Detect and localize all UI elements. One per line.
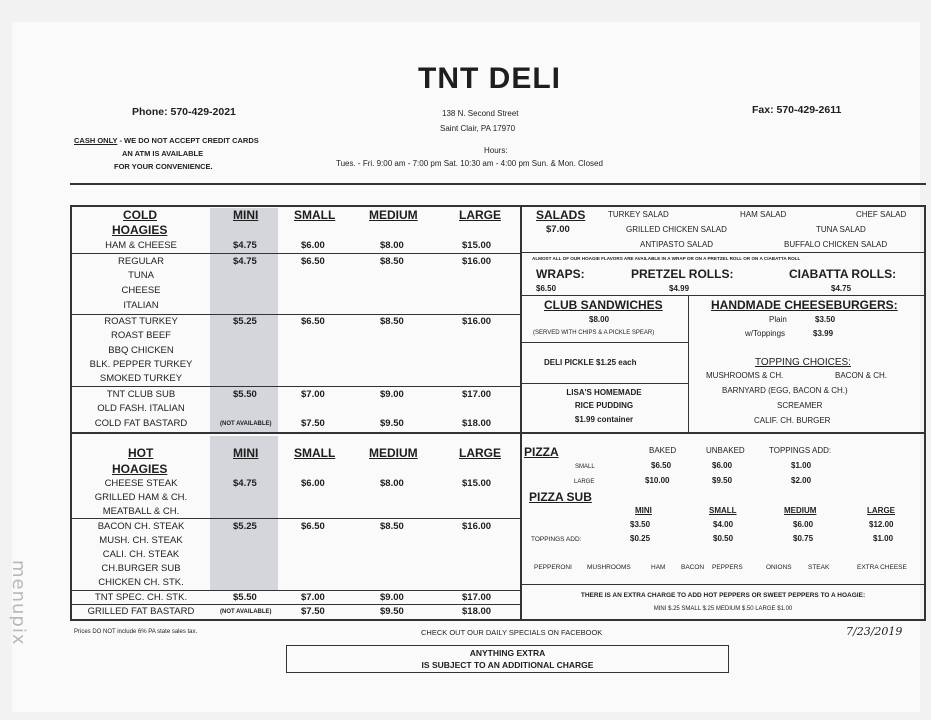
price: $1.00 bbox=[791, 461, 812, 470]
pizza-col-unbaked: UNBAKED bbox=[706, 446, 745, 455]
atm-notice-2: FOR YOUR CONVENIENCE. bbox=[114, 162, 213, 171]
pizza-sub-title: PIZZA SUB bbox=[529, 490, 592, 504]
watermark: menupix bbox=[8, 560, 29, 646]
menu-item: BACON CH. STEAK bbox=[97, 521, 185, 532]
price: $6.00 bbox=[793, 520, 814, 529]
price: $8.50 bbox=[380, 256, 404, 267]
pizza-topping: PEPPERS bbox=[712, 564, 743, 571]
price: $16.00 bbox=[462, 256, 492, 267]
grid-line bbox=[924, 205, 926, 620]
club-note: (SERVED WITH CHIPS & A PICKLE SPEAR) bbox=[533, 330, 655, 336]
pizza-title: PIZZA bbox=[524, 445, 559, 459]
price: $6.00 bbox=[301, 240, 325, 251]
cold-col-mini: MINI bbox=[233, 208, 259, 222]
pizza-col-toppings: TOPPINGS ADD: bbox=[769, 446, 832, 455]
grid-line bbox=[70, 604, 520, 605]
wraps-note: ALMOST ALL OF OUR HOAGIE FLAVORS ARE AVAILABLE IN A WRAP OR ON A PRETZEL ROLL OR ON A CIABATTA ROLL bbox=[532, 256, 801, 261]
price: $5.25 bbox=[233, 316, 257, 327]
menu-item: ITALIAN bbox=[123, 300, 159, 311]
menu-item: TNT CLUB SUB bbox=[106, 389, 176, 400]
grid-line bbox=[70, 314, 520, 315]
price: $6.00 bbox=[301, 478, 325, 489]
pudding-line-1: LISA'S HOMEMADE bbox=[566, 388, 642, 397]
burger-toppings: w/Toppings bbox=[745, 329, 786, 338]
price: $15.00 bbox=[462, 240, 492, 251]
not-available-label: (NOT AVAILABLE) bbox=[220, 609, 272, 615]
extra-box-line-2: IS SUBJECT TO AN ADDITIONAL CHARGE bbox=[421, 660, 594, 670]
grid-line bbox=[70, 386, 520, 387]
menu-item: MUSH. CH. STEAK bbox=[99, 535, 183, 546]
pizza-sub-col: MINI bbox=[635, 506, 652, 515]
hours-text: Tues. - Fri. 9:00 am - 7:00 pm Sat. 10:30 am - 4:00 pm Sun. & Mon. Closed bbox=[336, 159, 603, 168]
price: $7.00 bbox=[301, 592, 325, 603]
burger-plain-price: $3.50 bbox=[815, 315, 836, 324]
grid-line bbox=[520, 584, 926, 585]
cash-only-notice: CASH ONLY - WE DO NOT ACCEPT CREDIT CARDS bbox=[74, 136, 259, 145]
menu-item: BLK. PEPPER TURKEY bbox=[89, 359, 193, 370]
price: $17.00 bbox=[462, 592, 492, 603]
grid-line bbox=[520, 342, 688, 343]
header-divider bbox=[70, 183, 926, 185]
topping-choice: CALIF. CH. BURGER bbox=[754, 416, 831, 425]
price: $6.50 bbox=[301, 521, 325, 532]
pizza-sub-col: LARGE bbox=[867, 506, 895, 515]
pizza-topping: ONIONS bbox=[766, 564, 792, 571]
menu-item: BBQ CHICKEN bbox=[108, 345, 174, 356]
atm-notice-1: AN ATM IS AVAILABLE bbox=[122, 149, 204, 158]
price: $16.00 bbox=[462, 316, 492, 327]
menu-item: CHEESE STEAK bbox=[104, 478, 178, 489]
menu-item: CHICKEN CH. STK. bbox=[98, 577, 184, 588]
menu-item: CALI. CH. STEAK bbox=[102, 549, 180, 560]
price: $8.50 bbox=[380, 521, 404, 532]
pretzel-label: PRETZEL ROLLS: bbox=[631, 267, 734, 281]
extra-box-line-1: ANYTHING EXTRA bbox=[469, 648, 546, 658]
menu-item: GRILLED FAT BASTARD bbox=[87, 606, 195, 617]
hot-col-medium: MEDIUM bbox=[369, 446, 418, 460]
ciabatta-label: CIABATTA ROLLS: bbox=[789, 267, 897, 281]
address-line-2: Saint Clair, PA 17970 bbox=[440, 124, 516, 133]
cold-col-small: SMALL bbox=[294, 208, 336, 222]
salad-item: TURKEY SALAD bbox=[608, 210, 669, 219]
handwritten-date: 7/23/2019 bbox=[846, 625, 903, 638]
price: $0.25 bbox=[630, 534, 651, 543]
price: $7.50 bbox=[301, 606, 325, 617]
extra-charge-line-1: THERE IS AN EXTRA CHARGE TO ADD HOT PEPPERS OR SWEET PEPPERS TO A HOAGIE: bbox=[580, 592, 866, 599]
price: $0.75 bbox=[793, 534, 814, 543]
price: $9.50 bbox=[712, 476, 733, 485]
price: $10.00 bbox=[645, 476, 670, 485]
hot-col-mini: MINI bbox=[233, 446, 259, 460]
pizza-topping: HAM bbox=[651, 564, 666, 571]
burger-plain: Plain bbox=[769, 315, 787, 324]
price: $5.50 bbox=[233, 592, 257, 603]
price: $7.00 bbox=[301, 389, 325, 400]
pizza-size-large: LARGE bbox=[574, 479, 595, 485]
menu-item: TUNA bbox=[128, 270, 154, 281]
cold-col-medium: MEDIUM bbox=[369, 208, 418, 222]
pizza-topping: STEAK bbox=[808, 564, 830, 571]
price: $9.50 bbox=[380, 606, 404, 617]
pizza-sub-col: MEDIUM bbox=[784, 506, 817, 515]
price: $8.00 bbox=[380, 240, 404, 251]
grid-line bbox=[520, 205, 522, 620]
price: $4.75 bbox=[233, 256, 257, 267]
menu-item: SMOKED TURKEY bbox=[99, 373, 183, 384]
not-available-label: (NOT AVAILABLE) bbox=[220, 421, 272, 427]
price: $0.50 bbox=[713, 534, 734, 543]
salads-title: SALADS bbox=[536, 208, 586, 222]
pizza-col-baked: BAKED bbox=[649, 446, 677, 455]
pizza-topping: MUSHROOMS bbox=[587, 564, 631, 571]
pizza-size-small: SMALL bbox=[575, 464, 595, 470]
price: $12.00 bbox=[869, 520, 894, 529]
wraps-label: WRAPS: bbox=[536, 267, 585, 281]
price: $6.00 bbox=[712, 461, 733, 470]
phone-number: Phone: 570-429-2021 bbox=[132, 106, 236, 118]
pudding-line-2: RICE PUDDING bbox=[574, 401, 634, 410]
topping-choice: BARNYARD (EGG, BACON & CH.) bbox=[722, 386, 848, 395]
hot-col-small: SMALL bbox=[294, 446, 336, 460]
pizza-topping: BACON bbox=[681, 564, 705, 571]
price: $15.00 bbox=[462, 478, 492, 489]
price: $17.00 bbox=[462, 389, 492, 400]
price: $9.50 bbox=[380, 418, 404, 429]
salad-item: HAM SALAD bbox=[740, 210, 787, 219]
price: $18.00 bbox=[462, 418, 492, 429]
ciabatta-price: $4.75 bbox=[831, 284, 852, 293]
hot-title-1: HOT bbox=[128, 446, 154, 460]
salad-item: ANTIPASTO SALAD bbox=[640, 240, 714, 249]
wraps-price: $6.50 bbox=[536, 284, 557, 293]
topping-choice: SCREAMER bbox=[777, 401, 823, 410]
grid-line bbox=[520, 252, 926, 253]
price: $6.50 bbox=[651, 461, 672, 470]
price: $2.00 bbox=[791, 476, 812, 485]
hours-label: Hours: bbox=[484, 146, 508, 155]
menu-item: REGULAR bbox=[118, 256, 164, 267]
price: $18.00 bbox=[462, 606, 492, 617]
grid-line bbox=[688, 295, 689, 432]
price: $5.25 bbox=[233, 521, 257, 532]
salad-item: GRILLED CHICKEN SALAD bbox=[626, 225, 727, 234]
pudding-line-3: $1.99 container bbox=[574, 415, 634, 424]
menu-item: HAM & CHEESE bbox=[105, 240, 177, 251]
price: $9.00 bbox=[380, 389, 404, 400]
topping-choices-title: TOPPING CHOICES: bbox=[755, 357, 851, 368]
salads-price: $7.00 bbox=[546, 224, 570, 235]
menu-item: TNT SPEC. CH. STK. bbox=[94, 592, 188, 603]
menu-item: CHEESE bbox=[121, 285, 161, 296]
grid-line bbox=[520, 295, 926, 296]
facebook-specials: CHECK OUT OUR DAILY SPECIALS ON FACEBOOK bbox=[421, 628, 603, 637]
price: $4.75 bbox=[233, 240, 257, 251]
deli-pickle: DELI PICKLE $1.25 each bbox=[544, 358, 637, 367]
grid-line bbox=[70, 518, 520, 519]
grid-line bbox=[70, 619, 926, 621]
price: $16.00 bbox=[462, 521, 492, 532]
hot-col-large: LARGE bbox=[459, 446, 501, 460]
price: $1.00 bbox=[873, 534, 894, 543]
price: $8.50 bbox=[380, 316, 404, 327]
pizza-topping: EXTRA CHEESE bbox=[857, 564, 907, 571]
salad-item: BUFFALO CHICKEN SALAD bbox=[784, 240, 888, 249]
price: $8.00 bbox=[380, 478, 404, 489]
menu-item: GRILLED HAM & CH. bbox=[94, 492, 188, 503]
price: $5.50 bbox=[233, 389, 257, 400]
club-price: $8.00 bbox=[589, 315, 610, 324]
topping-choice: MUSHROOMS & CH. bbox=[706, 371, 784, 380]
topping-choice: BACON & CH. bbox=[835, 371, 888, 380]
menu-item: COLD FAT BASTARD bbox=[94, 418, 188, 429]
grid-line bbox=[70, 590, 520, 591]
menu-item: ROAST BEEF bbox=[110, 330, 171, 341]
club-title: CLUB SANDWICHES bbox=[544, 298, 663, 312]
grid-line bbox=[70, 205, 926, 207]
grid-line bbox=[520, 383, 688, 384]
address-line-1: 138 N. Second Street bbox=[442, 109, 519, 118]
menu-item: CH.BURGER SUB bbox=[101, 563, 181, 574]
grid-line bbox=[70, 432, 926, 434]
price: $4.75 bbox=[233, 478, 257, 489]
fax-number: Fax: 570-429-2611 bbox=[752, 104, 842, 116]
salad-item: TUNA SALAD bbox=[816, 225, 866, 234]
pizza-sub-toppings-label: TOPPINGS ADD: bbox=[531, 536, 582, 543]
price: $6.50 bbox=[301, 316, 325, 327]
deli-title: TNT DELI bbox=[418, 62, 561, 95]
grid-line bbox=[70, 253, 520, 254]
price: $3.50 bbox=[630, 520, 651, 529]
price: $6.50 bbox=[301, 256, 325, 267]
burgers-title: HANDMADE CHEESEBURGERS: bbox=[711, 298, 898, 312]
menu-item: ROAST TURKEY bbox=[104, 316, 178, 327]
price: $4.00 bbox=[713, 520, 734, 529]
price: $9.00 bbox=[380, 592, 404, 603]
hot-title-2: HOAGIES bbox=[112, 462, 168, 476]
menu-item: MEATBALL & CH. bbox=[102, 506, 180, 517]
cold-title-1: COLD bbox=[123, 208, 157, 222]
pizza-sub-col: SMALL bbox=[709, 506, 737, 515]
tax-note: Prices DO NOT include 6% PA state sales tax. bbox=[74, 629, 198, 635]
menu-item: OLD FASH. ITALIAN bbox=[97, 403, 185, 414]
cold-col-large: LARGE bbox=[459, 208, 501, 222]
pretzel-price: $4.99 bbox=[669, 284, 690, 293]
burger-toppings-price: $3.99 bbox=[813, 329, 834, 338]
extra-charge-line-2: MINI $.25 SMALL $.25 MEDIUM $.50 LARGE $1.00 bbox=[653, 606, 793, 612]
pizza-topping: PEPPERONI bbox=[534, 564, 572, 571]
price: $7.50 bbox=[301, 418, 325, 429]
salad-item: CHEF SALAD bbox=[856, 210, 907, 219]
cold-title-2: HOAGIES bbox=[112, 223, 168, 237]
